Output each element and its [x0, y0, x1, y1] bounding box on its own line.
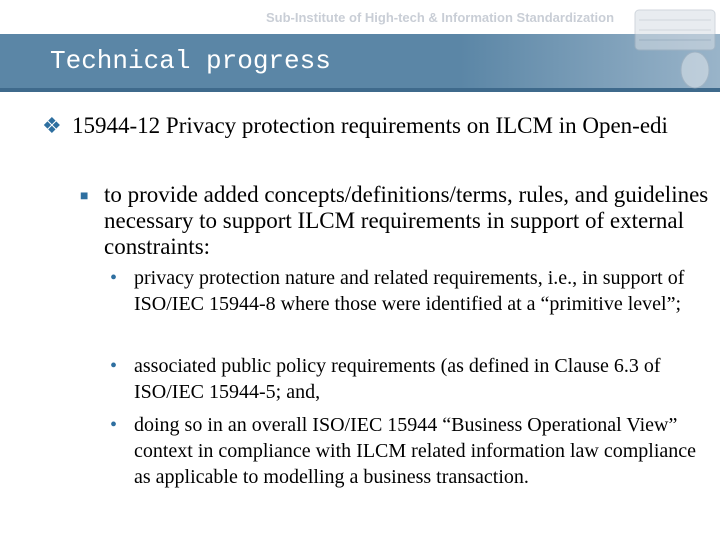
bullet-level3-item — [110, 265, 710, 317]
slide-title: Technical progress — [50, 46, 331, 76]
bullet-level3-text: privacy protection nature and related requirements, i.e., in support of ISO/IEC 15944-8 where those were identified at a “primitive level”; — [134, 267, 685, 315]
bullet-level1 — [42, 112, 700, 140]
dot-bullet-icon: • — [110, 355, 118, 377]
bullet-level3-item — [110, 412, 710, 490]
bullet-level3-item — [110, 353, 710, 405]
bullet-level2-text: to provide added concepts/definitions/terms, rules, and guidelines necessary to support ILCM requirements in support of external constraints: — [104, 182, 709, 259]
institute-subtitle: Sub-Institute of High-tech & Information Standardization — [265, 10, 615, 25]
bullet-level3-text: doing so in an overall ISO/IEC 15944 “Business Operational View” context in compliance with ILCM related information law compliance as applicable to modelling a business transaction. — [134, 414, 697, 488]
dot-bullet-icon: • — [110, 414, 118, 436]
bullet-level3-text: associated public policy requirements (as defined in Clause 6.3 of ISO/IEC 15944-5; and, — [134, 355, 661, 403]
square-bullet-icon: ■ — [80, 189, 89, 204]
bullet-level2 — [80, 182, 715, 260]
bullet-level1-text: 15944-12 Privacy protection requirements on ILCM in Open-edi — [72, 113, 668, 138]
diamond-bullet-icon: ❖ — [42, 113, 62, 138]
dot-bullet-icon: • — [110, 267, 118, 289]
